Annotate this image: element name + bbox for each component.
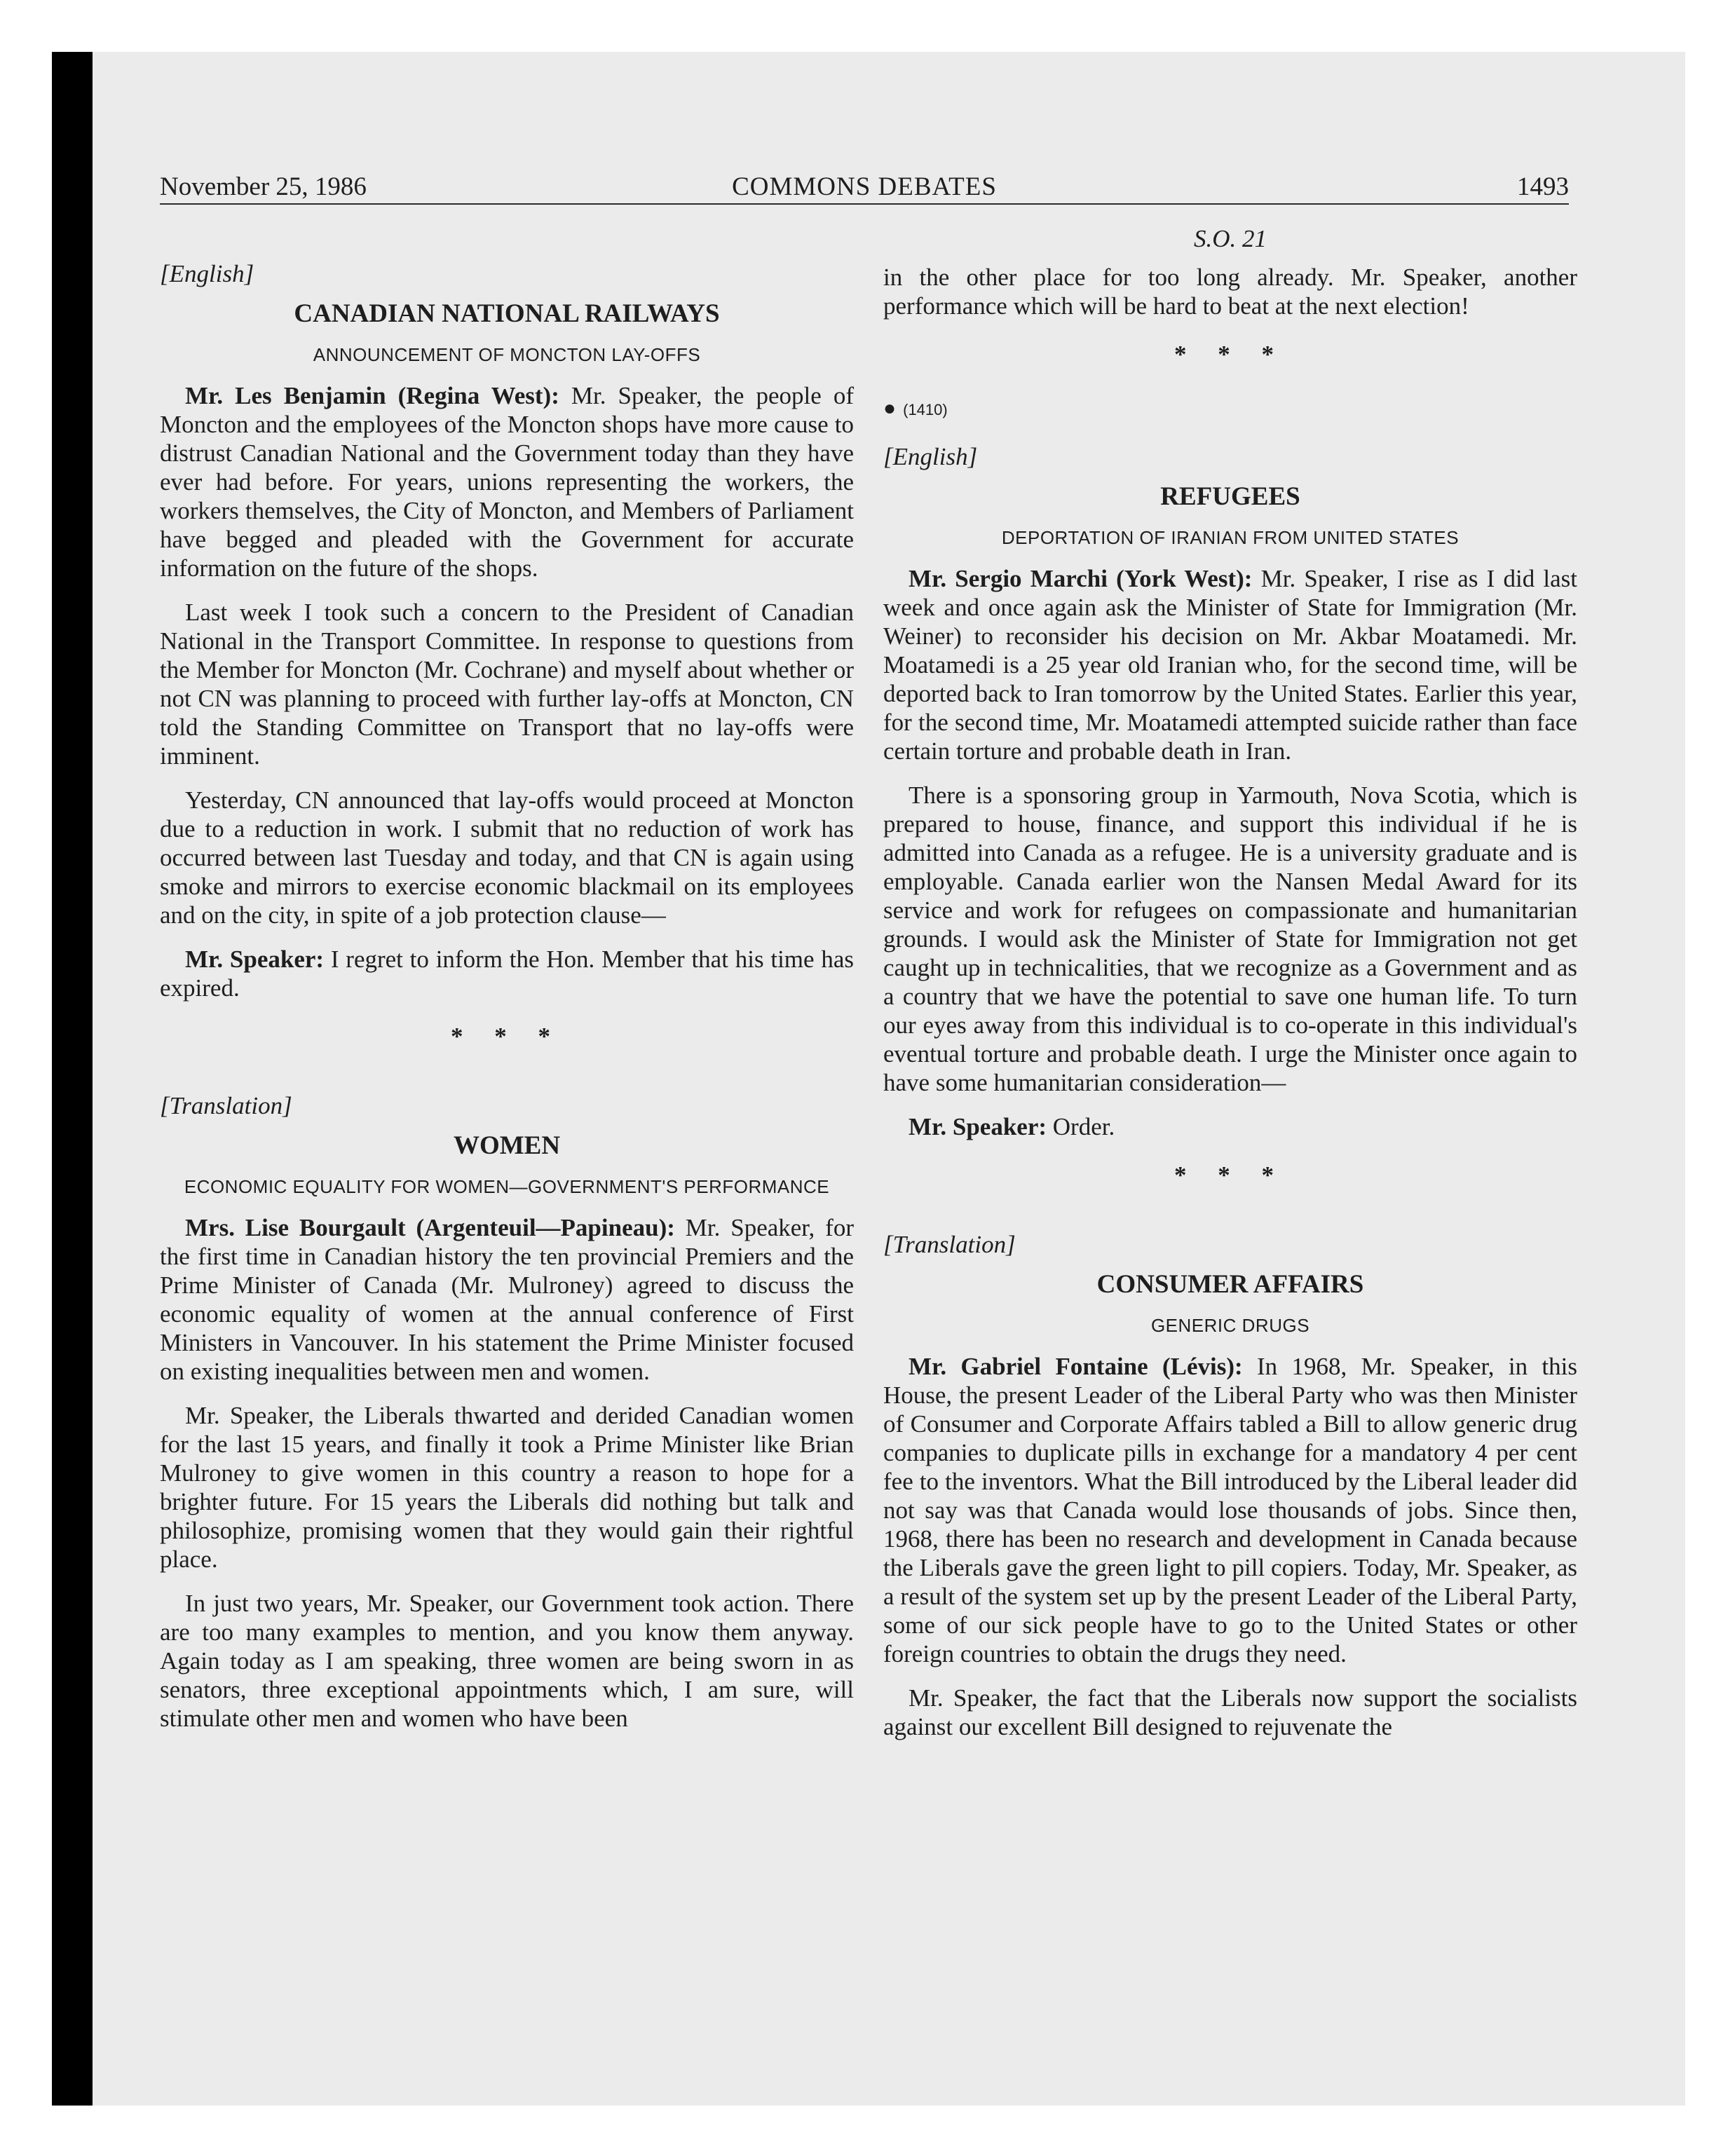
paragraph-text: In 1968, Mr. Speaker, in this House, the present Leader of the Liberal Party who was then Minister of Consumer and Corporate Affairs tabled a Bill to allow generic drug companies to duplicate pills in exchange for a mandatory 4 per cent fee to the inventors. What the Bill introduced by the Liberal leader did not say was that Canada would lose thousands of jobs. Since then, 1968, there has been no research and development in Canada because the Liberals gave the green light to pill copiers. Today, Mr. Speaker, as a result of the system set up by the present Leader of the Liberal Party, some of our sick people have to go to the United States or other foreign countries to obtain the drugs they need. (883, 1353, 1577, 1667)
statement-paragraph (883, 564, 1577, 765)
standing-order-label: S.O. 21 (1193, 225, 1267, 252)
paragraph-text: Mr. Speaker, for the first time in Canadian history the ten provincial Premiers and the Prime Minister of Canada (Mr. Mulroney) agreed to discuss the economic equality of women at the annual conference of First Ministers in Vancouver. In his statement the Prime Minister focused on existing inequalities between men and women. (160, 1214, 854, 1385)
section-separator: * * * (1174, 1161, 1286, 1189)
time-marker: ● (1410) (883, 397, 948, 420)
statement-paragraph: In just two years, Mr. Speaker, our Government took action. There are too many examples to mention, and you know them anyway. Again today as I am speaking, three women are being sworn in as senators, three exceptional appointments which, I am sure, will stimulate other men and women who have been (160, 1590, 854, 1732)
language-marker: [English] (160, 260, 254, 287)
section-subheading: ANNOUNCEMENT OF MONCTON LAY-OFFS (313, 344, 701, 365)
bullet-icon: ● (883, 397, 897, 420)
header-date: November 25, 1986 (160, 172, 367, 201)
paragraph-text: Mr. Speaker, I rise as I did last week and once again ask the Minister of State for Immigration (Mr. Weiner) to reconsider his decision on Mr. Akbar Moatamedi. Mr. Moatamedi is a 25 year old Iranian who, for the second time, will be deported back to Iran tomorrow by the United States. Earlier this year, for the second time, Mr. Moatamedi attempted suicide rather than face certain torture and probable death in Iran. (883, 565, 1578, 765)
language-marker: [English] (883, 443, 978, 470)
speaker-name: Mr. Sergio Marchi (York West): (909, 565, 1253, 592)
section-subheading: ECONOMIC EQUALITY FOR WOMEN—GOVERNMENT'S PERFORMANCE (184, 1176, 830, 1197)
binding-edge (52, 52, 93, 2106)
statement-paragraph: Mr. Speaker, the Liberals thwarted and derided Canadian women for the last 15 years, and finally it took a Prime Minister like Brian Mulroney to give women in this country a reason to hope for a brighter future. For 15 years the Liberals did nothing but talk and philosophize, promising women that they would gain their rightful place. (160, 1402, 854, 1573)
left-column (160, 224, 854, 1748)
section-heading: CANADIAN NATIONAL RAILWAYS (294, 299, 720, 328)
speaker-name: Mr. Gabriel Fontaine (Lévis): (909, 1353, 1243, 1380)
section-heading: REFUGEES (1160, 482, 1300, 511)
statement-paragraph (160, 381, 854, 582)
header-title: COMMONS DEBATES (732, 172, 997, 201)
paragraph-text: Mr. Speaker, the people of Moncton and the employees of the Moncton shops have more cause to distrust Canadian National and the Government today than they have ever had before. For years, unions representing the workers, the workers themselves, the City of Moncton, and Members of Parliament have begged and pleaded with the Government for accurate information on the future of the shops. (160, 382, 854, 582)
statement-paragraph: There is a sponsoring group in Yarmouth, Nova Scotia, which is prepared to house, finance, and support this individual if he is admitted into Canada as a refugee. He is a university graduate and is employable. Canada earlier won the Nansen Medal Award for its service and work for refugees on compassionate and humanitarian grounds. I would ask the Minister of State for Immigration not get caught up in technicalities, that we recognize as a Government and as a country that we have the potential to save one human life. To turn our eyes away from this individual is to co-operate in this individual's eventual torture and probable death. I urge the Minister once again to have some humanitarian consideration— (883, 782, 1577, 1096)
statement-paragraph: Last week I took such a concern to the President of Canadian National in the Transport Committee. In response to questions from the Member for Moncton (Mr. Cochrane) and myself about whether or not CN was planning to proceed with further lay-offs at Moncton, CN told the Standing Committee on Transport that no lay-offs were imminent. (160, 599, 854, 770)
section-separator: * * * (1174, 341, 1286, 368)
section-subheading: DEPORTATION OF IRANIAN FROM UNITED STATES (1001, 527, 1460, 548)
speaker-name: Mr. Speaker: (909, 1113, 1047, 1140)
section-subheading: GENERIC DRUGS (1150, 1315, 1310, 1336)
speaker-name: Mr. Les Benjamin (Regina West): (185, 382, 559, 409)
paragraph-text: Order. (1047, 1113, 1115, 1140)
right-column (883, 224, 1577, 1756)
section-heading: CONSUMER AFFAIRS (1096, 1270, 1364, 1299)
statement-paragraph (160, 1213, 854, 1386)
statement-paragraph: Yesterday, CN announced that lay-offs would proceed at Moncton due to a reduction in work. I submit that no reduction of work has occurred between last Tuesday and today, and that CN is again using smoke and mirrors to exercise economic blackmail on its employees and on the city, in spite of a job protection clause— (160, 786, 854, 929)
speaker-name: Mr. Speaker: (185, 946, 325, 973)
speaker-name: Mrs. Lise Bourgault (Argenteuil—Papineau): (185, 1214, 675, 1241)
section-separator: * * * (451, 1023, 563, 1050)
language-marker: [Translation] (160, 1092, 292, 1119)
section-heading: WOMEN (453, 1131, 561, 1160)
statement-paragraph (883, 1112, 1577, 1141)
page-header (160, 171, 1569, 205)
statement-paragraph (160, 945, 854, 1002)
statement-paragraph: Mr. Speaker, the fact that the Liberals now support the socialists against our excellent Bill designed to rejuvenate the (883, 1684, 1577, 1740)
statement-paragraph (883, 1352, 1577, 1668)
page-number: 1493 (1517, 172, 1569, 201)
paragraph-text: I regret to inform the Hon. Member that his time has expired. (160, 946, 854, 1002)
statement-paragraph: in the other place for too long already. Mr. Speaker, another performance which will be hard to beat at the next election! (883, 264, 1577, 320)
language-marker: [Translation] (883, 1231, 1016, 1258)
